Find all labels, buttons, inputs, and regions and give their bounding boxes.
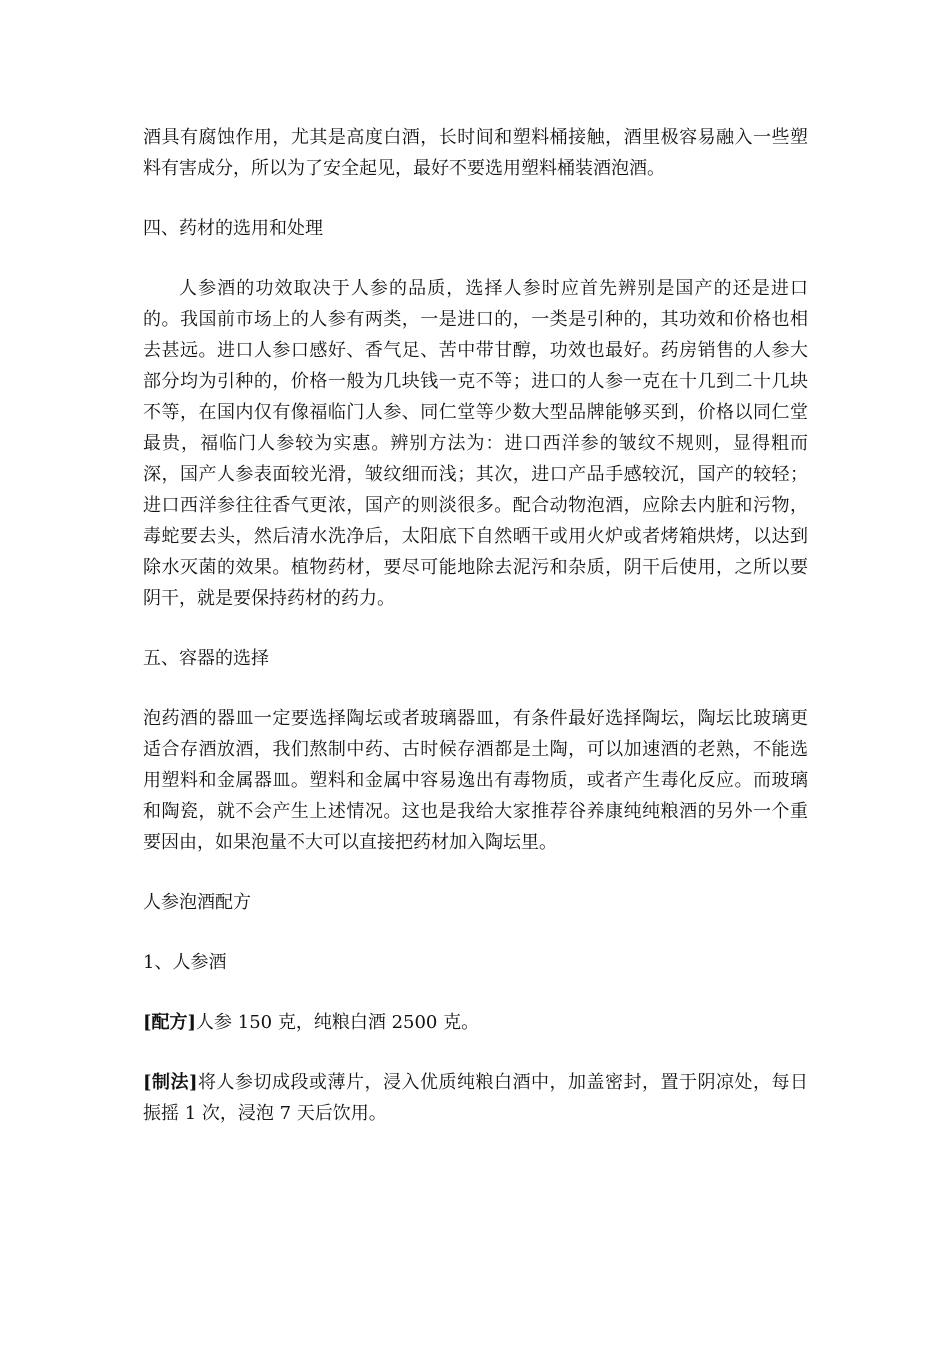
formula-text: 人参 150 克，纯粮白酒 2500 克。 bbox=[196, 1012, 480, 1033]
spacer bbox=[143, 184, 808, 213]
paragraph-container-choice: 泡药酒的器皿一定要选择陶坛或者玻璃器皿，有条件最好选择陶坛，陶坛比玻璃更适合存酒放酒，我们熬制中药、古时候存酒都是土陶，可以加速酒的老熟，不能选用塑料和金属器皿。塑料和金属中容易逸出有毒物质，或者产生毒化反应。而玻璃和陶瓷，就不会产生上述情况。这也是我给大家推荐谷养康纯纯粮酒的另外一个重要因由，如果泡量不大可以直接把药材加入陶坛里。 bbox=[143, 708, 808, 853]
section-heading-herbs: 四、药材的选用和处理 bbox=[143, 218, 323, 239]
recipe-method bbox=[143, 1067, 808, 1129]
spacer bbox=[143, 244, 808, 273]
formula-label: [配方] bbox=[143, 1012, 197, 1033]
spacer bbox=[143, 918, 808, 947]
recipe-item-title: 1、人参酒 bbox=[143, 952, 227, 973]
recipe-formula bbox=[143, 1007, 808, 1038]
paragraph-ginseng-selection: 人参酒的功效取决于人参的品质，选择人参时应首先辨别是国产的还是进口的。我国前市场上的人参有两类，一是进口的，一类是引种的，其功效和价格也相去甚远。进口人参口感好、香气足、苦中带甘醇，功效也最好。药房销售的人参大部分均为引种的，价格一般为几块钱一克不等；进口的人参一克在十几到二十几块不等，在国内仅有像福临门人参、同仁堂等少数大型品牌能够买到，价格以同仁堂最贵，福临门人参较为实惠。辨别方法为：进口西洋参的皱纹不规则，显得粗而深，国产人参表面较光滑，皱纹细而浅；其次，进口产品手感较沉，国产的较轻；进口西洋参往往香气更浓，国产的则淡很多。配合动物泡酒，应除去内脏和污物，毒蛇要去头，然后清水洗净后，太阳底下自然晒干或用火炉或者烤箱烘烤，以达到除水灭菌的效果。植物药材，要尽可能地除去泥污和杂质，阴干后使用，之所以要阴干，就是要保持药材的药力。 bbox=[143, 278, 808, 609]
spacer bbox=[143, 674, 808, 703]
section-heading-recipe: 人参泡酒配方 bbox=[143, 892, 251, 913]
paragraph-plastic-warning: 酒具有腐蚀作用，尤其是高度白酒，长时间和塑料桶接触，酒里极容易融入一些塑料有害成分，所以为了安全起见，最好不要选用塑料桶装酒泡酒。 bbox=[143, 127, 808, 179]
spacer bbox=[143, 614, 808, 643]
method-text: 将人参切成段或薄片，浸入优质纯粮白酒中，加盖密封，置于阴凉处，每日振摇 1 次，浸泡 7 天后饮用。 bbox=[143, 1072, 808, 1124]
spacer bbox=[143, 1038, 808, 1067]
section-heading-container: 五、容器的选择 bbox=[143, 648, 269, 669]
spacer bbox=[143, 858, 808, 887]
spacer bbox=[143, 978, 808, 1007]
document-body bbox=[143, 122, 808, 1129]
method-label: [制法] bbox=[143, 1072, 198, 1093]
